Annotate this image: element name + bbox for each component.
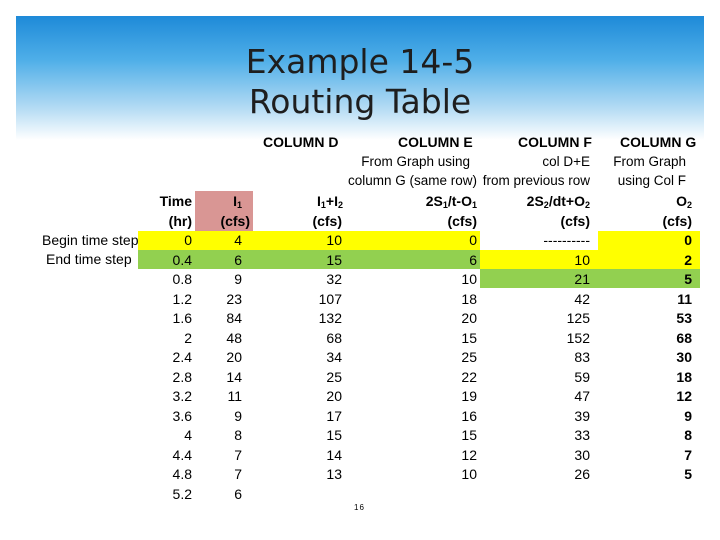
cell-i1i2: 34	[326, 349, 342, 365]
cell-i1: 20	[226, 349, 242, 365]
cell-i1i2: 32	[326, 271, 342, 287]
cell-time: 1.6	[172, 310, 192, 326]
cell-s1: 15	[461, 329, 477, 346]
cell-s2: 42	[574, 290, 590, 307]
cell-s2: ----------	[543, 232, 590, 248]
cell-s2: 125	[566, 310, 590, 326]
column-g-label: COLUMN G	[620, 134, 697, 150]
cell-i1: 48	[226, 329, 242, 346]
cell-s2: 10	[574, 251, 590, 268]
cell-i1i2: 68	[326, 329, 342, 346]
cell-o2: 2	[684, 251, 692, 268]
cell-i1i2: 15	[326, 427, 342, 443]
cell-i1i2: 107	[318, 290, 342, 307]
cell-i1: 8	[234, 427, 242, 443]
header-2s1: $2S_1/t-O_1$	[425, 193, 477, 210]
header-2s2-unit: (cfs)	[560, 213, 590, 229]
cell-o2: 30	[676, 349, 692, 365]
cell-s1: 15	[461, 427, 477, 443]
cell-i1: 14	[226, 368, 242, 385]
cell-i1: 7	[234, 446, 242, 463]
cell-o2: 8	[684, 427, 692, 443]
cell-o2: 68	[676, 329, 692, 346]
end-row-highlight-right	[480, 250, 700, 269]
cell-s1: 25	[461, 349, 477, 365]
cell-i1: 84	[226, 310, 242, 326]
cell-s2: 39	[574, 407, 590, 424]
cell-time: 4	[184, 427, 192, 443]
cell-time: 3.6	[172, 407, 192, 424]
cell-i1i2: 17	[326, 407, 342, 424]
cell-time: 2	[184, 329, 192, 346]
column-g-note-2: using Col F	[617, 173, 686, 188]
cell-i1: 7	[234, 466, 242, 482]
cell-time: 3.2	[172, 388, 192, 404]
cell-i1i2: 132	[318, 310, 342, 326]
cell-time: 4.4	[172, 446, 192, 463]
cell-time: 2.8	[172, 368, 192, 385]
column-e-note-1: From Graph using	[361, 154, 470, 169]
title-line-2: Routing Table	[248, 82, 472, 121]
title-line-1: Example 14-5	[245, 42, 475, 81]
cell-i1: 9	[234, 271, 242, 287]
cell-s1: 22	[461, 368, 477, 385]
header-i1i2: $I_1+I_2$	[317, 193, 343, 210]
cell-s1: 18	[461, 290, 477, 307]
cell-i1: 4	[234, 232, 242, 248]
cell-i1: 23	[226, 290, 242, 307]
row-label-end: End time step	[46, 251, 132, 267]
page-number: 16	[354, 503, 365, 512]
cell-o2: 11	[677, 290, 692, 307]
header-i1-unit: (cfs)	[220, 213, 250, 229]
cell-i1: 9	[234, 407, 242, 424]
cell-o2: 9	[684, 407, 692, 424]
cell-s1: 10	[461, 466, 477, 482]
cell-i1i2: 10	[326, 232, 342, 248]
cell-time: 0.4	[172, 251, 192, 268]
cell-i1: 6	[234, 251, 242, 268]
cell-o2: 0	[684, 232, 692, 248]
cell-s1: 12	[461, 446, 477, 463]
cell-i1i2: 14	[326, 446, 342, 463]
cell-time: 2.4	[172, 349, 192, 365]
header-o2: $O_2$	[676, 193, 692, 210]
next-row-highlight	[480, 269, 700, 288]
cell-o2: 12	[676, 388, 692, 404]
column-d-label: COLUMN D	[263, 134, 339, 150]
header-time-unit: (hr)	[168, 213, 192, 229]
cell-time: 0.8	[172, 271, 192, 287]
header-2s2: $2S_2/dt+O_2$	[526, 193, 590, 210]
cell-s1: 16	[461, 407, 477, 424]
column-f-note-2: from previous row	[482, 173, 590, 188]
cell-s2: 26	[574, 466, 590, 482]
cell-i1i2: 25	[326, 368, 342, 385]
cell-s1: 10	[461, 271, 477, 287]
cell-s1: 0	[469, 232, 477, 248]
cell-time: 0	[184, 232, 192, 248]
header-o2-unit: (cfs)	[662, 213, 692, 229]
cell-i1i2: 20	[326, 388, 342, 404]
cell-i1i2: 13	[326, 466, 342, 482]
cell-o2: 5	[684, 271, 692, 287]
cell-s1: 19	[461, 388, 477, 404]
cell-s2: 30	[574, 446, 590, 463]
column-e-label: COLUMN E	[398, 134, 473, 150]
cell-i1: 6	[234, 485, 242, 502]
row-label-begin: Begin time step	[42, 232, 139, 248]
cell-s2: 33	[574, 427, 590, 443]
cell-time: 4.8	[172, 466, 192, 482]
header-i1i2-unit: (cfs)	[312, 213, 342, 229]
cell-s1: 20	[461, 310, 477, 326]
cell-time: 5.2	[172, 485, 192, 502]
cell-o2: 5	[684, 466, 692, 482]
header-2s1-unit: (cfs)	[447, 213, 477, 229]
cell-o2: 18	[676, 368, 692, 385]
header-i1: $I_1$	[233, 193, 242, 210]
column-f-label: COLUMN F	[518, 134, 592, 150]
column-e-note-2: column G (same row)	[347, 173, 477, 188]
cell-s1: 6	[469, 251, 477, 268]
slide-title	[200, 42, 520, 122]
cell-s2: 152	[566, 329, 590, 346]
column-f-note-1: col D+E	[542, 154, 590, 169]
header-time: Time	[159, 193, 192, 209]
cell-i1: 11	[227, 388, 242, 404]
cell-o2: 7	[684, 446, 692, 463]
cell-s2: 59	[574, 368, 590, 385]
cell-time: 1.2	[172, 290, 192, 307]
column-g-note-1: From Graph	[613, 154, 686, 169]
cell-s2: 21	[574, 271, 590, 287]
cell-o2: 53	[676, 310, 692, 326]
cell-s2: 47	[574, 388, 590, 404]
cell-i1i2: 15	[326, 251, 342, 268]
cell-s2: 83	[574, 349, 590, 365]
